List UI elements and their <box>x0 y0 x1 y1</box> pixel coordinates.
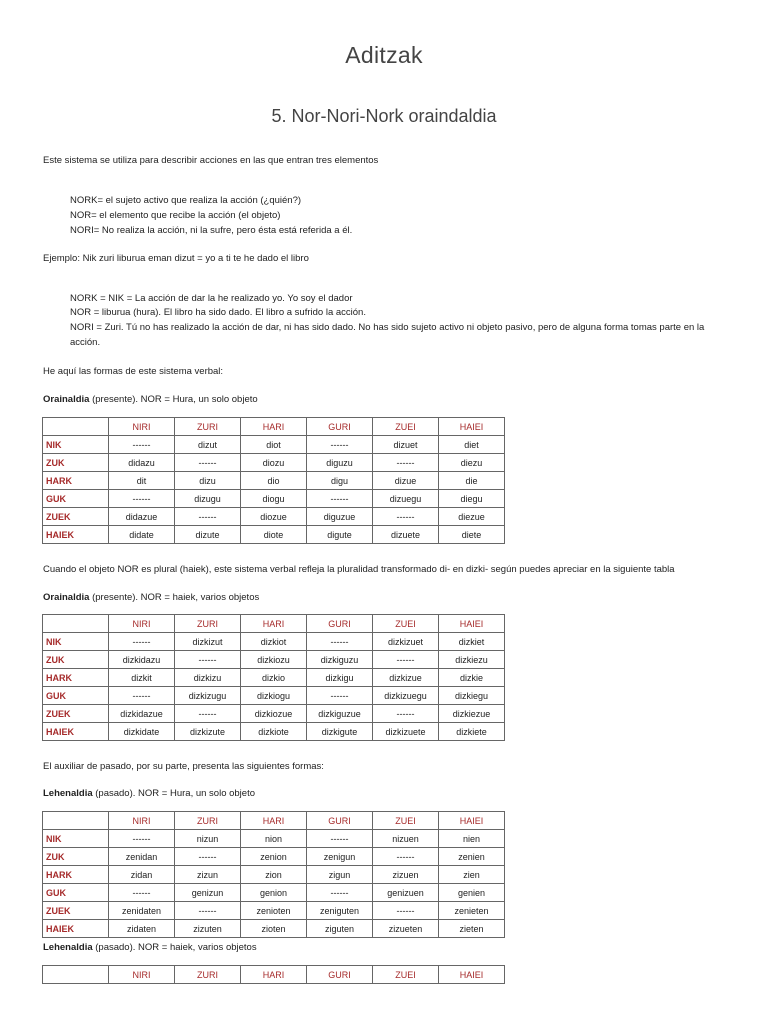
table-cell: zenidan <box>109 848 175 866</box>
table-cell: zien <box>439 866 505 884</box>
column-header: ZURI <box>175 615 241 633</box>
table-cell: nien <box>439 830 505 848</box>
column-header: ZUEI <box>373 418 439 436</box>
table-cell: ------ <box>307 436 373 454</box>
table-cell: dizkiegu <box>439 687 505 705</box>
conjugation-table <box>42 811 505 938</box>
table-cell: didazue <box>109 508 175 526</box>
table-row <box>43 472 505 490</box>
table-cell: zizueten <box>373 920 439 938</box>
table-cell: ------ <box>373 848 439 866</box>
table-cell: dizkizuete <box>373 723 439 741</box>
table-caption <box>43 392 258 407</box>
row-header: ZUK <box>43 454 109 472</box>
table-cell: ziguten <box>307 920 373 938</box>
example-nork: NORK = NIK = La acción de dar la he realizado yo. Yo soy el dador <box>70 293 353 304</box>
table-cell: nizun <box>175 830 241 848</box>
column-header: HAIEI <box>439 615 505 633</box>
table-cell: didazu <box>109 454 175 472</box>
caption-description: (presente). NOR = Hura, un solo objeto <box>89 394 258 405</box>
table-cell: zenien <box>439 848 505 866</box>
row-header: ZUEK <box>43 705 109 723</box>
table-row <box>43 436 505 454</box>
column-header: HAIEI <box>439 418 505 436</box>
table-cell: dizkizut <box>175 633 241 651</box>
table-cell: zenion <box>241 848 307 866</box>
table-cell: diete <box>439 526 505 544</box>
table-cell: zenioten <box>241 902 307 920</box>
table-cell: dizkiguzu <box>307 651 373 669</box>
table-cell: dizute <box>175 526 241 544</box>
caption-tense: Orainaldia <box>43 592 90 603</box>
table-cell: dizkit <box>109 669 175 687</box>
table-cell: diote <box>241 526 307 544</box>
past-intro: El auxiliar de pasado, por su parte, presenta las siguientes formas: <box>43 761 324 772</box>
table-cell: dizkiogu <box>241 687 307 705</box>
column-header: GURI <box>307 966 373 984</box>
table-cell: zion <box>241 866 307 884</box>
table-cell: zenieten <box>439 902 505 920</box>
table-row <box>43 490 505 508</box>
table-cell: zizuen <box>373 866 439 884</box>
table-cell: zieten <box>439 920 505 938</box>
table-cell: dizut <box>175 436 241 454</box>
table-cell: dizuegu <box>373 490 439 508</box>
row-header: ZUEK <box>43 902 109 920</box>
table-row <box>43 669 505 687</box>
table-cell: dizkiezu <box>439 651 505 669</box>
table-cell: dizkizute <box>175 723 241 741</box>
row-header: HARK <box>43 472 109 490</box>
table-cell: ------ <box>175 454 241 472</box>
table-cell: dizkizu <box>175 669 241 687</box>
definition-nor: NOR= el elemento que recibe la acción (el objeto) <box>70 210 281 221</box>
table-cell: digu <box>307 472 373 490</box>
table-row <box>43 920 505 938</box>
table-cell: diozue <box>241 508 307 526</box>
table-cell: dizkidazu <box>109 651 175 669</box>
table-cell: ------ <box>175 902 241 920</box>
table-cell: zizun <box>175 866 241 884</box>
example-text: Ejemplo: Nik zuri liburua eman dizut = yo a ti te he dado el libro <box>43 253 309 264</box>
table-cell: ------ <box>175 651 241 669</box>
table-cell: zidan <box>109 866 175 884</box>
table-cell: dizue <box>373 472 439 490</box>
caption-tense: Lehenaldia <box>43 942 93 953</box>
table-cell: diot <box>241 436 307 454</box>
table-cell: ------ <box>175 848 241 866</box>
table-caption <box>43 940 257 955</box>
table-cell: ------ <box>373 454 439 472</box>
table-row <box>43 723 505 741</box>
table-cell: ------ <box>307 687 373 705</box>
table-cell: ------ <box>109 687 175 705</box>
table-cell: dizkiozu <box>241 651 307 669</box>
table-cell: ------ <box>373 651 439 669</box>
row-header: NIK <box>43 436 109 454</box>
table-cell: dizkiezue <box>439 705 505 723</box>
plural-note: Cuando el objeto NOR es plural (haiek), este sistema verbal refleja la pluralidad transformado di- en dizki- según puedes apreciar en la siguiente tabla <box>43 564 675 575</box>
table-cell: dizkidazue <box>109 705 175 723</box>
table-row <box>43 705 505 723</box>
table-cell: dizkigu <box>307 669 373 687</box>
table-row <box>43 884 505 902</box>
row-header: NIK <box>43 830 109 848</box>
column-header: GURI <box>307 418 373 436</box>
table-cell: diguzu <box>307 454 373 472</box>
table-cell: zioten <box>241 920 307 938</box>
row-header: ZUK <box>43 651 109 669</box>
table-cell: genien <box>439 884 505 902</box>
header-row <box>43 812 505 830</box>
table-cell: dizkizue <box>373 669 439 687</box>
table-cell: nion <box>241 830 307 848</box>
table-cell: ------ <box>307 830 373 848</box>
table-cell: dizkiot <box>241 633 307 651</box>
corner-cell <box>43 966 109 984</box>
intro-text: Este sistema se utiliza para describir acciones en las que entran tres elementos <box>43 155 379 166</box>
table-cell: digute <box>307 526 373 544</box>
definition-nork: NORK= el sujeto activo que realiza la acción (¿quién?) <box>70 195 302 206</box>
table-cell: diezue <box>439 508 505 526</box>
column-header: ZURI <box>175 812 241 830</box>
table-cell: genizuen <box>373 884 439 902</box>
definition-nori: NORI= No realiza la acción, ni la sufre, pero ésta está referida a él. <box>70 225 353 236</box>
caption-tense: Lehenaldia <box>43 788 93 799</box>
page-title: Aditzak <box>345 42 423 68</box>
table-cell: dizkidate <box>109 723 175 741</box>
header-row <box>43 615 505 633</box>
table-cell: ------ <box>307 490 373 508</box>
table-cell: dizkizuet <box>373 633 439 651</box>
column-header: ZUEI <box>373 966 439 984</box>
table-cell: genizun <box>175 884 241 902</box>
table-row <box>43 848 505 866</box>
table-cell: dizkiete <box>439 723 505 741</box>
table-row <box>43 526 505 544</box>
table-caption <box>43 786 255 801</box>
column-header: HARI <box>241 812 307 830</box>
table-cell: diguzue <box>307 508 373 526</box>
table-cell: dizkiet <box>439 633 505 651</box>
row-header: ZUK <box>43 848 109 866</box>
table-cell: ------ <box>109 490 175 508</box>
table-cell: diozu <box>241 454 307 472</box>
table-cell: dizuet <box>373 436 439 454</box>
table-cell: zenidaten <box>109 902 175 920</box>
table-cell: ------ <box>373 705 439 723</box>
column-header: NIRI <box>109 966 175 984</box>
row-header: HARK <box>43 669 109 687</box>
table-cell: ------ <box>109 633 175 651</box>
table-cell: zidaten <box>109 920 175 938</box>
row-header: GUK <box>43 884 109 902</box>
table-cell: ------ <box>307 884 373 902</box>
table-cell: dizkizugu <box>175 687 241 705</box>
column-header: HAIEI <box>439 812 505 830</box>
table-row <box>43 902 505 920</box>
section-title: 5. Nor-Nori-Nork oraindaldia <box>271 106 497 126</box>
table-cell: ------ <box>109 436 175 454</box>
table-cell: dit <box>109 472 175 490</box>
table-caption <box>43 590 259 605</box>
conjugation-table <box>42 965 505 984</box>
conjugation-table <box>42 614 505 741</box>
table-cell: ------ <box>109 884 175 902</box>
table-cell: zizuten <box>175 920 241 938</box>
table-cell: didate <box>109 526 175 544</box>
row-header: GUK <box>43 490 109 508</box>
table-row <box>43 633 505 651</box>
corner-cell <box>43 418 109 436</box>
column-header: GURI <box>307 615 373 633</box>
table-cell: dizugu <box>175 490 241 508</box>
corner-cell <box>43 615 109 633</box>
table-cell: ------ <box>175 508 241 526</box>
conjugation-table <box>42 417 505 544</box>
table-cell: dizuete <box>373 526 439 544</box>
table-row <box>43 651 505 669</box>
table-cell: ------ <box>175 705 241 723</box>
table-cell: dizkie <box>439 669 505 687</box>
table-cell: die <box>439 472 505 490</box>
row-header: NIK <box>43 633 109 651</box>
caption-description: (pasado). NOR = haiek, varios objetos <box>92 942 257 953</box>
row-header: HARK <box>43 866 109 884</box>
column-header: ZURI <box>175 966 241 984</box>
column-header: NIRI <box>109 418 175 436</box>
column-header: HARI <box>241 418 307 436</box>
table-row <box>43 508 505 526</box>
table-cell: zigun <box>307 866 373 884</box>
caption-description: (pasado). NOR = Hura, un solo objeto <box>92 788 256 799</box>
row-header: HAIEK <box>43 920 109 938</box>
corner-cell <box>43 812 109 830</box>
table-cell: diet <box>439 436 505 454</box>
table-cell: dio <box>241 472 307 490</box>
forms-intro: He aquí las formas de este sistema verbal: <box>43 366 224 377</box>
table-cell: diogu <box>241 490 307 508</box>
column-header: HARI <box>241 615 307 633</box>
table-cell: zenigun <box>307 848 373 866</box>
table-row <box>43 866 505 884</box>
table-cell: dizkizuegu <box>373 687 439 705</box>
table-cell: nizuen <box>373 830 439 848</box>
table-row <box>43 830 505 848</box>
header-row <box>43 966 505 984</box>
table-cell: dizkiguzue <box>307 705 373 723</box>
table-cell: ------ <box>373 508 439 526</box>
table-cell: dizkiozue <box>241 705 307 723</box>
caption-description: (presente). NOR = haiek, varios objetos <box>89 592 260 603</box>
table-cell: diezu <box>439 454 505 472</box>
column-header: HARI <box>241 966 307 984</box>
table-cell: dizkio <box>241 669 307 687</box>
column-header: NIRI <box>109 615 175 633</box>
table-cell: ------ <box>307 633 373 651</box>
table-cell: zeniguten <box>307 902 373 920</box>
row-header: HAIEK <box>43 723 109 741</box>
table-cell: ------ <box>373 902 439 920</box>
column-header: ZURI <box>175 418 241 436</box>
column-header: NIRI <box>109 812 175 830</box>
caption-tense: Orainaldia <box>43 394 90 405</box>
header-row <box>43 418 505 436</box>
table-cell: dizkigute <box>307 723 373 741</box>
column-header: ZUEI <box>373 812 439 830</box>
row-header: HAIEK <box>43 526 109 544</box>
table-cell: ------ <box>109 830 175 848</box>
table-row <box>43 687 505 705</box>
example-nor: NOR = liburua (hura). El libro ha sido dado. El libro a sufrido la acción. <box>70 307 366 318</box>
table-cell: genion <box>241 884 307 902</box>
column-header: GURI <box>307 812 373 830</box>
example-nori: NORI = Zuri. Tú no has realizado la acción de dar, ni has sido dado. No has sido sujeto activo ni objeto pasivo, pero de alguna forma tomas parte en la acción. <box>70 322 705 348</box>
column-header: HAIEI <box>439 966 505 984</box>
table-cell: dizkiote <box>241 723 307 741</box>
table-cell: dizu <box>175 472 241 490</box>
table-cell: diegu <box>439 490 505 508</box>
table-row <box>43 454 505 472</box>
row-header: GUK <box>43 687 109 705</box>
row-header: ZUEK <box>43 508 109 526</box>
column-header: ZUEI <box>373 615 439 633</box>
